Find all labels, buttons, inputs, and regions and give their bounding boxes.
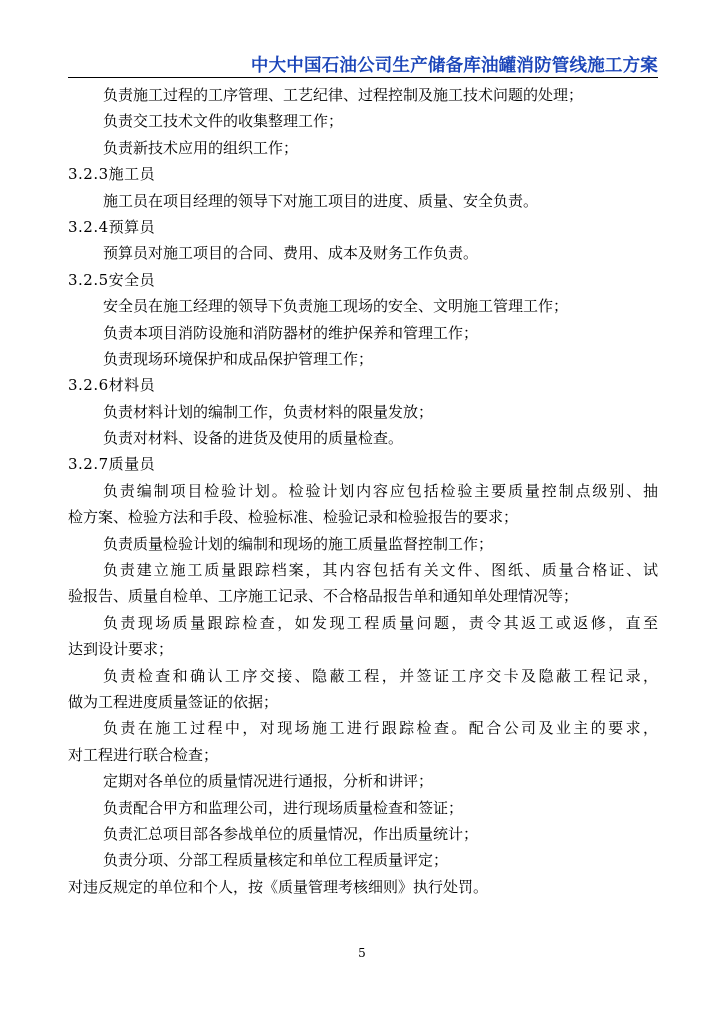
paragraph-line: 验报告、质量自检单、工序施工记录、不合格品报告单和通知单处理情况等； <box>68 587 579 606</box>
paragraph-line: 负责配合甲方和监理公司，进行现场质量检查和签证； <box>103 798 464 817</box>
paragraph-line: 负责编制项目检验计划。检验计划内容应包括检验主要质量控制点级别、抽 <box>103 481 658 500</box>
header-divider <box>68 77 658 78</box>
section-heading: 3.2.6材料员 <box>68 376 156 395</box>
paragraph-line: 对违反规定的单位和个人，按《质量管理考核细则》执行处罚。 <box>68 877 489 896</box>
paragraph-line: 负责交工技术文件的收集整理工作； <box>103 112 344 131</box>
paragraph-line: 安全员在施工经理的领导下负责施工现场的安全、文明施工管理工作； <box>103 297 569 316</box>
section-heading: 3.2.7质量员 <box>68 455 156 474</box>
section-heading: 3.2.4预算员 <box>68 217 156 236</box>
paragraph-line: 负责材料计划的编制工作，负责材料的限量发放； <box>103 402 434 421</box>
paragraph-line: 负责本项目消防设施和消防器材的维护保养和管理工作； <box>103 323 479 342</box>
paragraph-line: 检方案、检验方法和手段、检验标准、检验记录和检验报告的要求； <box>68 508 519 527</box>
paragraph-line: 负责汇总项目部各参战单位的质量情况，作出质量统计； <box>103 824 479 843</box>
paragraph-line: 负责建立施工质量跟踪档案，其内容包括有关文件、图纸、质量合格证、试 <box>103 561 658 580</box>
paragraph-line: 负责对材料、设备的进货及使用的质量检查。 <box>103 429 404 448</box>
section-heading: 3.2.5安全员 <box>68 270 156 289</box>
paragraph-line: 负责检查和确认工序交接、隐蔽工程，并签证工序交卡及隐蔽工程记录， <box>103 666 658 685</box>
paragraph-line: 预算员对施工项目的合同、费用、成本及财务工作负责。 <box>103 244 479 263</box>
section-heading: 3.2.3施工员 <box>68 165 156 184</box>
paragraph-line: 做为工程进度质量签证的依据； <box>68 692 279 711</box>
paragraph-line: 达到设计要求； <box>68 640 174 659</box>
paragraph-line: 负责施工过程的工序管理、工艺纪律、过程控制及施工技术问题的处理； <box>103 86 584 104</box>
paragraph-line: 负责新技术应用的组织工作； <box>103 138 299 157</box>
paragraph-line: 定期对各单位的质量情况进行通报，分析和讲评； <box>103 772 434 791</box>
paragraph-line: 施工员在项目经理的领导下对施工项目的进度、质量、安全负责。 <box>103 191 539 210</box>
paragraph-line: 负责在施工过程中，对现场施工进行跟踪检查。配合公司及业主的要求， <box>103 719 658 738</box>
document-header-title: 中大中国石油公司生产储备库油罐消防管线施工方案 <box>250 56 658 76</box>
page-number: 5 <box>358 946 366 960</box>
paragraph-line: 负责现场环境保护和成品保护管理工作； <box>103 349 374 368</box>
paragraph-line: 对工程进行联合检查； <box>68 745 219 764</box>
paragraph-line: 负责现场质量跟踪检查，如发现工程质量问题，责令其返工或返修，直至 <box>103 613 658 632</box>
paragraph-line: 负责分项、分部工程质量核定和单位工程质量评定； <box>103 851 449 870</box>
paragraph-line: 负责质量检验计划的编制和现场的施工质量监督控制工作； <box>103 534 494 553</box>
document-body <box>68 82 658 900</box>
